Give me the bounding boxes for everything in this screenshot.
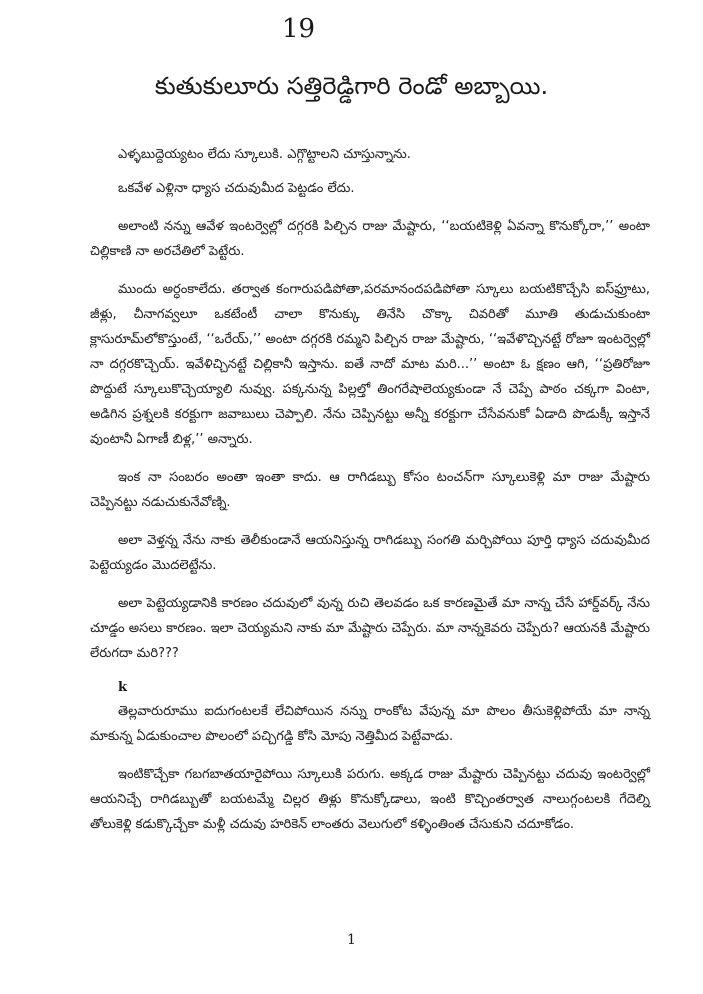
paragraph: ఇంక నా సంబరం అంతా ఇంతా కాదు. ఆ రాగిడబ్బు కోసం టంచన్‌గా స్కూలుకెళ్లి మా రాజు మేష్టారు చెప్పినట్టు నడుచుకునేవోణ్ని. — [90, 470, 650, 510]
paragraph: ఇంటికొచ్చేకా గబగబాతయారైపోయి స్కూలుకి పరుగు. అక్కడ రాజు మేష్టారు చెప్పినట్టు చదువు ఇంటర్వెల్లో ఆయనిచ్చే రాగిడబ్బుతో బయటమ్మే చిల్లర తిళ్లు కొనుక్కోడాలు, ఇంటి కొచ్చింతర్వాత నాలుగ్గంటలకి గేదెల్ని తోలుకెళ్లి కడుక్కొచ్చేకా మళ్లీ చదువు హరికెన్ లాంతరు వెలుగులో కళ్ళింతింత చేసుకుని చదూకోడం. — [90, 767, 650, 832]
page-number: 1 — [347, 932, 356, 948]
chapter-title: కుతుకులూరు సత్తిరెడ్డిగారి రెండో అబ్బాయి. — [154, 72, 549, 100]
paragraph: ఎళ్ళబుద్దెయ్యటం లేదు స్కూలుకి. ఎగ్గొట్టాలని చూస్తున్నాను. — [118, 147, 411, 162]
chapter-number: 19 — [282, 14, 316, 44]
paragraph: అలా పెట్టెయ్యడానికి కారణం చదువులో వున్న రుచి తెలవడం ఒక కారణమైతే మా నాన్న చేసే హార్డ్‌వర్క్ నేను చూడ్డం అసలు కారణం. ఇలా చెయ్యమని నాకు మా మేష్టారు చెప్పేరు. మా నాన్నకెవరు చెప్పేరు? ఆయనకి మేష్టారు లేరుగదా మరి??? — [90, 596, 650, 661]
paragraph: అలాంటి నన్ను ఆవేళ ఇంటర్వెల్లో దగ్గరకి పిల్చిన రాజు మేష్టారు, ‘‘బయటికెళ్లి ఏవన్నా కొనుక్కోరా,’’ అంటా చిల్లికాణి నా అరచేతిలో పెట్టేరు. — [90, 219, 650, 259]
section-marker: k — [118, 680, 128, 695]
paragraph: తెల్లవారురూము ఐదుగంటలకే లేచిపోయిన నన్ను రాంకోట వేపున్న మా పొలం తీసుకెళ్లిపోయే మా నాన్న మాకున్న ఏడుకుంచాల పొలంలో పచ్చిగడ్డి కోసి మోపు నెత్తిమీద పెట్టేవాడు. — [90, 704, 650, 744]
paragraph: ముందు అర్ధంకాలేదు. తర్వాత కంగారుపడిపోతా,పరమానందపడిపోతా స్కూలు బయటికొచ్చేసి ఐస్‌ఫ్రూటు, జీళ్లు, చీనాగవ్వలూ ఒకటేంటీ చాలా కొనుక్కు తినేసి చొక్కా చివరితో మూతి తుడుచుకుంటా క్లాసురూమ్‌లోకొస్తుంటే, ‘‘ఒరేయ్,’’ అంటా దగ్గరకి రమ్మని పిల్చిన రాజు మేష్టారు, ‘‘ఇవేళొచ్చినట్టే రోజూ ఇంటర్వెల్లో నా దగ్గరకొచ్చెయ్. ఇవేళిచ్చినట్టే చిల్లికానీ ఇస్తాను. ఐతే నాదో మాట మరి...’’ అంటా ఓ క్షణం ఆగి, ‘‘ప్రతిరోజూ పొద్దుటే స్కూలుకొచ్చెయ్యాలి నువ్వు. పక్కనున్న పిల్లల్తో తింగరేషాలెయ్యకుండా నే చెప్పే పాఠం చక్కగా వింటా, అడిగిన ప్రశ్నలకి కరక్టుగా జవాబులు చెప్పాలి. నేను చెప్పినట్టు అన్నీ కరక్టుగా చేసేవనుకో ఏడాది పొడుక్కీ ఇస్తానే వుంటానీ ఏగాణీ బిళ్ల,’’ అన్నారు. — [90, 282, 650, 447]
paragraph: అలా వెళ్తన్న నేను నాకు తెలీకుండానే ఆయనిస్తున్న రాగిడబ్బు సంగతి మర్చిపోయి పూర్తి ధ్యాస చదువుమీద పెట్టెయ్యడం మొదలెట్టేను. — [90, 533, 650, 573]
paragraph: ఒకవేళ ఎళ్లినా ధ్యాస చదువుమీద పెట్టడం లేదు. — [118, 181, 355, 196]
chapter-body — [90, 142, 650, 850]
